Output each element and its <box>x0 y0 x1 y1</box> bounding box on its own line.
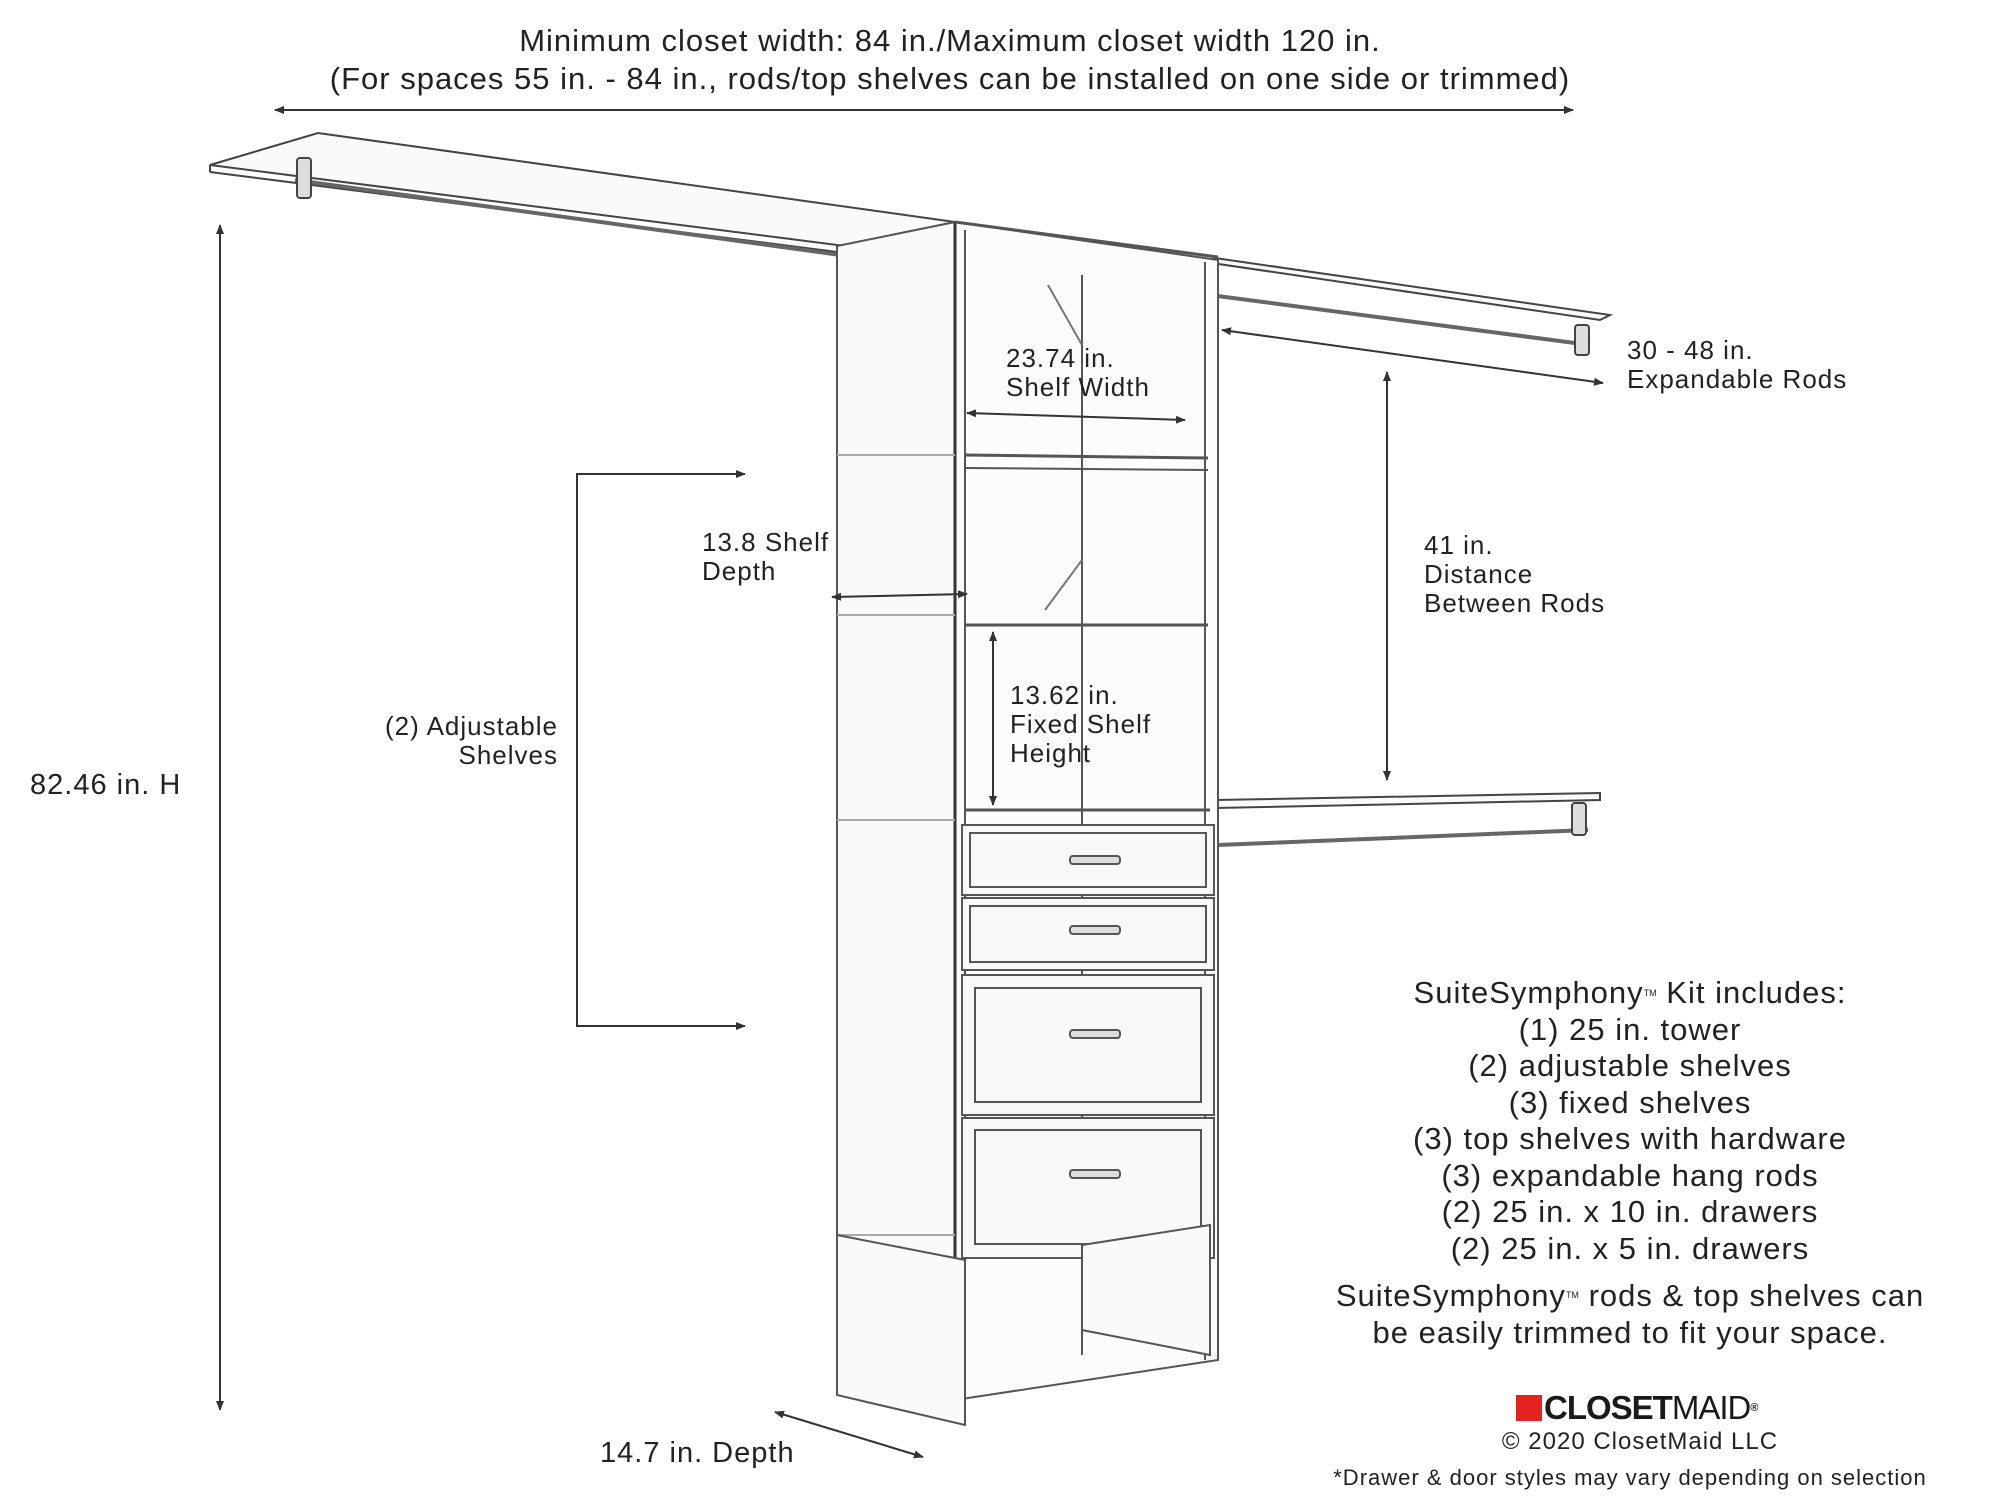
kit-item: (2) 25 in. x 10 in. drawers <box>1441 1194 1819 1229</box>
shelf-width-value: 23.74 in. <box>1006 343 1115 373</box>
trim-note <box>1230 1277 2000 1351</box>
fixed-height-label-1: Fixed Shelf <box>1010 709 1152 739</box>
rods-value: 30 - 48 in. <box>1627 335 1754 365</box>
copyright: © 2020 ClosetMaid LLC <box>1501 1428 1779 1455</box>
kit-item: (3) expandable hang rods <box>1441 1157 1819 1193</box>
fixed-height-label-2: Height <box>1010 738 1092 768</box>
height-label: 82.46 in. H <box>30 769 182 801</box>
logo-text: CLOSETMAID® <box>1544 1389 1758 1426</box>
logo-square-icon <box>1516 1395 1542 1421</box>
trim-note-line-1: SuiteSymphony™ rods & top shelves can <box>1335 1278 1925 1313</box>
kit-item: (1) 25 in. tower <box>1518 1011 1742 1047</box>
drawers <box>962 825 1214 1258</box>
header-line-2: (For spaces 55 in. - 84 in., rods/top shelves can be installed on one side or trimmed) <box>329 61 1571 96</box>
distance-value: 41 in. <box>1424 530 1494 560</box>
kit-contents <box>1330 975 1930 1267</box>
header-line-1: Minimum closet width: 84 in./Maximum closet width 120 in. <box>519 23 1381 58</box>
kit-item: (3) fixed shelves <box>1508 1084 1752 1120</box>
kit-title: SuiteSymphony™ Kit includes: <box>1413 975 1847 1010</box>
closetmaid-logo <box>1516 1389 1758 1426</box>
shelf-width-label: Shelf Width <box>1006 372 1150 402</box>
top-shelf-right <box>1205 258 1610 355</box>
kit-item: (3) top shelves with hardware <box>1413 1121 1847 1156</box>
distance-label-1: Distance <box>1424 559 1534 589</box>
adjustable-shelves-line-2: Shelves <box>458 740 558 770</box>
adjustable-shelves-line-1: (2) Adjustable <box>385 711 558 741</box>
kit-item: (2) 25 in. x 5 in. drawers <box>1450 1230 1810 1266</box>
kit-item: (2) adjustable shelves <box>1468 1048 1792 1083</box>
shelf-depth-label: Depth <box>702 556 777 586</box>
depth-label: 14.7 in. Depth <box>600 1437 795 1469</box>
disclaimer: *Drawer & door styles may vary depending on selection <box>1333 1465 1927 1490</box>
fixed-height-value: 13.62 in. <box>1010 680 1119 710</box>
distance-label-2: Between Rods <box>1424 588 1606 618</box>
middle-shelf-right <box>1215 793 1600 845</box>
trim-note-line-2: be easily trimmed to fit your space. <box>1372 1315 1888 1350</box>
shelf-depth-value: 13.8 Shelf <box>702 527 830 557</box>
rods-label: Expandable Rods <box>1627 364 1848 394</box>
